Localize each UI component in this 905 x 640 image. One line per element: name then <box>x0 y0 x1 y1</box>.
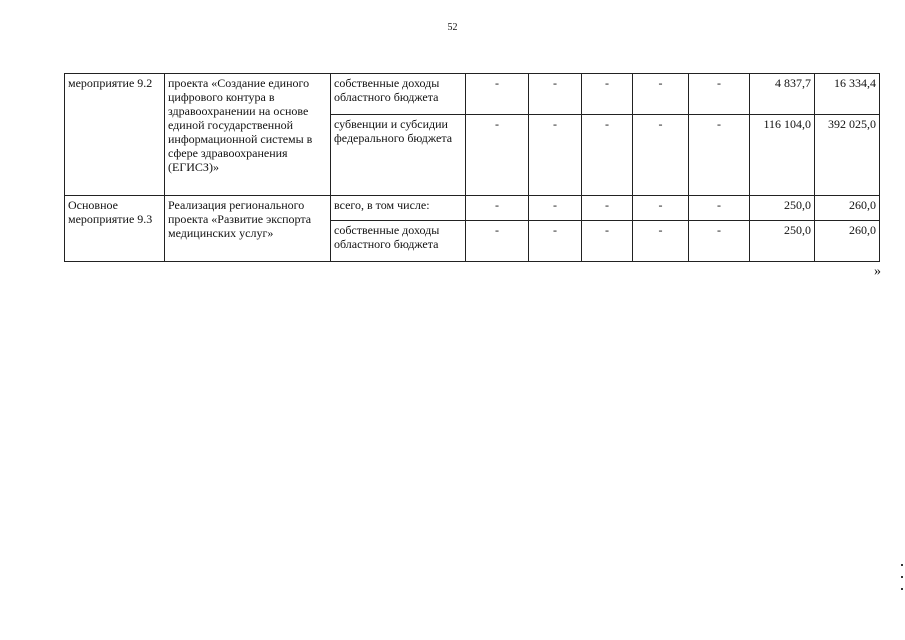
budget-table <box>64 73 880 262</box>
value-cell: - <box>582 196 633 221</box>
value-cell: - <box>633 115 689 196</box>
value-cell: - <box>689 221 750 262</box>
value-cell: - <box>582 74 633 115</box>
project-name-cell: Реализация регионального проекта «Развитие экспорта медицинских услуг» <box>165 196 331 262</box>
value-cell: - <box>633 196 689 221</box>
event-cell: мероприятие 9.2 <box>65 74 165 196</box>
funding-source-cell: всего, в том числе: <box>331 196 466 221</box>
dot <box>901 588 903 590</box>
value-cell: 116 104,0 <box>750 115 815 196</box>
value-cell: 250,0 <box>750 221 815 262</box>
dot <box>901 576 903 578</box>
value-cell: - <box>529 74 582 115</box>
funding-source-cell: субвенции и субсидии федерального бюджета <box>331 115 466 196</box>
value-cell: - <box>466 74 529 115</box>
value-cell: - <box>529 196 582 221</box>
page-number: 52 <box>447 22 458 33</box>
value-cell: 392 025,0 <box>815 115 880 196</box>
value-cell: - <box>689 196 750 221</box>
dot <box>901 564 903 566</box>
value-cell: - <box>689 115 750 196</box>
value-cell: - <box>466 115 529 196</box>
value-cell: 250,0 <box>750 196 815 221</box>
table-row <box>65 74 880 115</box>
value-cell: - <box>582 115 633 196</box>
value-cell: 4 837,7 <box>750 74 815 115</box>
value-cell: - <box>466 196 529 221</box>
value-cell: 260,0 <box>815 196 880 221</box>
value-cell: - <box>466 221 529 262</box>
table-row <box>65 196 880 221</box>
margin-dots <box>901 564 904 600</box>
value-cell: - <box>529 115 582 196</box>
value-cell: - <box>633 74 689 115</box>
value-cell: 260,0 <box>815 221 880 262</box>
value-cell: - <box>633 221 689 262</box>
event-cell: Основное мероприятие 9.3 <box>65 196 165 262</box>
closing-quote: » <box>874 264 881 279</box>
value-cell: - <box>582 221 633 262</box>
value-cell: - <box>529 221 582 262</box>
project-name-cell: проекта «Создание единого цифрового контура в здравоохранении на основе единой государственной информационной системы в сфере здравоохранения (ЕГИСЗ)» <box>165 74 331 196</box>
value-cell: - <box>689 74 750 115</box>
value-cell: 16 334,4 <box>815 74 880 115</box>
funding-source-cell: собственные доходы областного бюджета <box>331 221 466 262</box>
funding-source-cell: собственные доходы областного бюджета <box>331 74 466 115</box>
